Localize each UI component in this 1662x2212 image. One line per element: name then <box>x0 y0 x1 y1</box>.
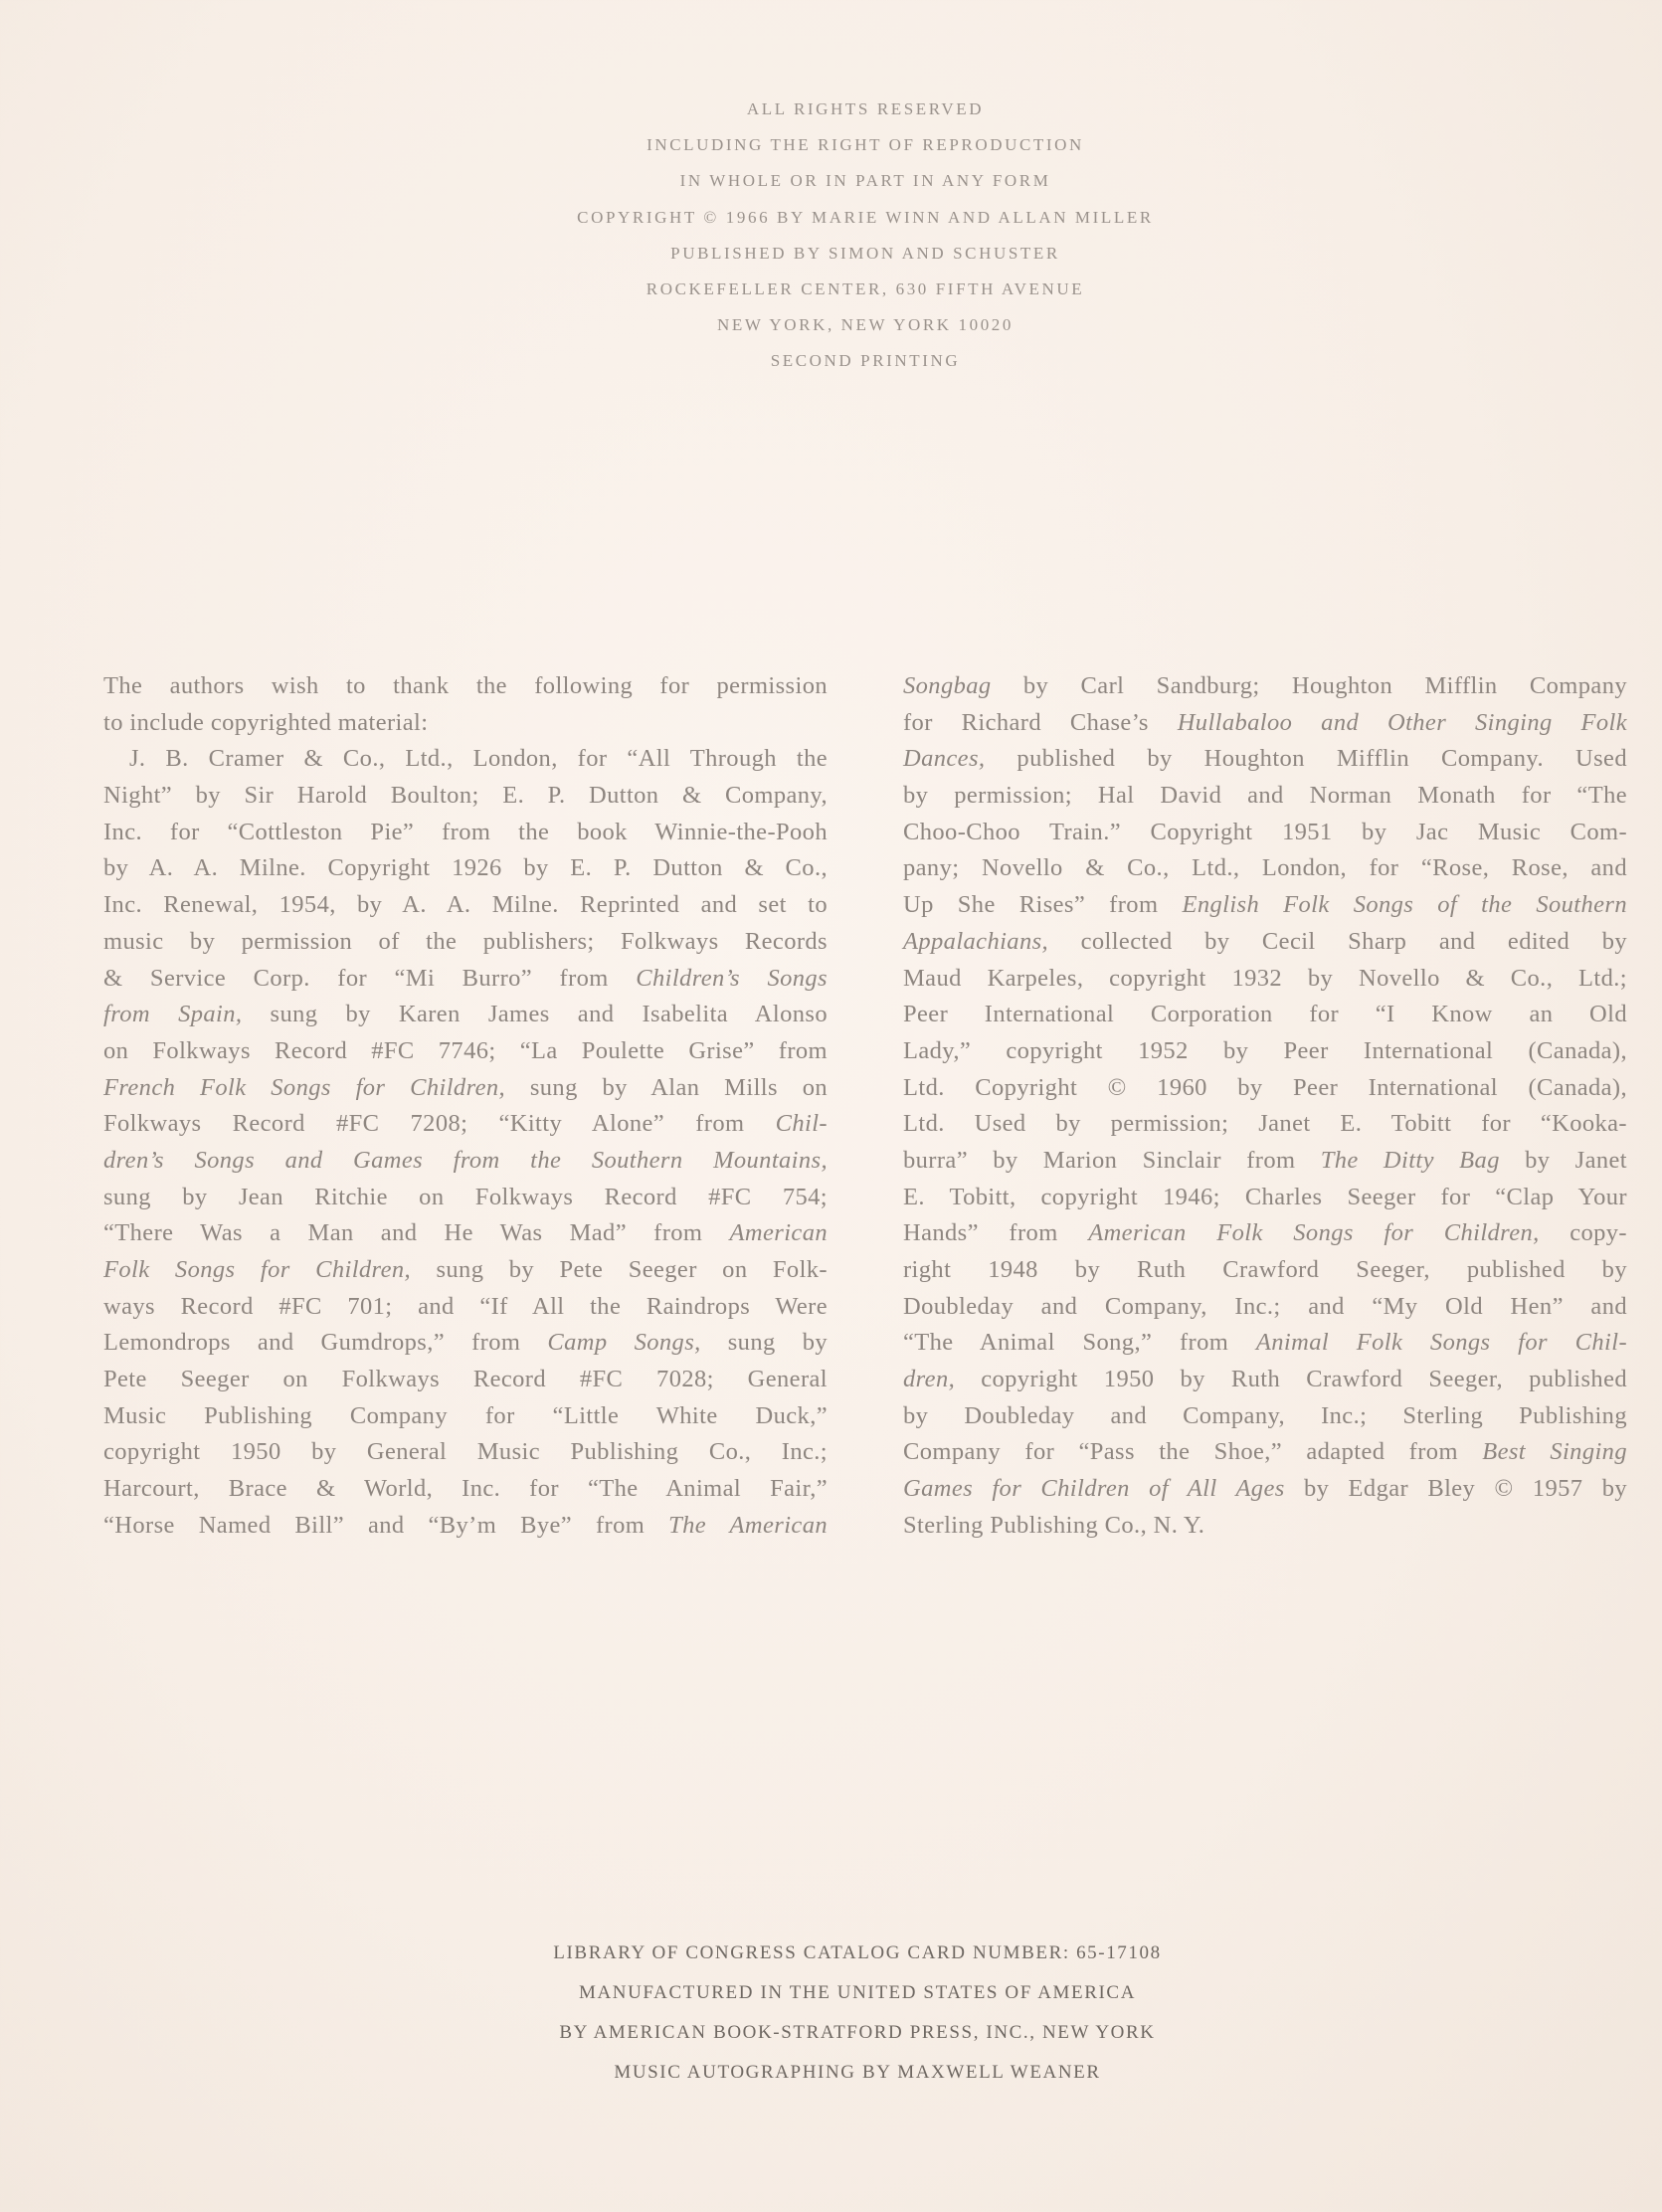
text-segment: Ltd. Copyright © 1960 by Peer International (Canada), <box>903 1073 1627 1101</box>
text-segment: by A. A. Milne. Copyright 1926 by E. P. Dutton & Co., <box>103 854 828 882</box>
italic-title: The Ditty Bag <box>1320 1146 1500 1174</box>
italic-title: Dances, <box>903 745 986 773</box>
text-segment: copyright 1950 by Ruth Crawford Seeger, published <box>955 1366 1627 1393</box>
catalog-line: MANUFACTURED IN THE UNITED STATES OF AMERICA <box>578 1982 1137 2003</box>
text-line <box>103 961 828 998</box>
italic-title: Folk Songs for Children, <box>103 1256 412 1283</box>
text-segment: sung by Karen James and Isabelita Alonso <box>242 1001 828 1028</box>
text-segment: Hands” from <box>903 1219 1089 1247</box>
text-line <box>903 1215 1627 1252</box>
copyright-line: INCLUDING THE RIGHT OF REPRODUCTION <box>646 135 1084 155</box>
copyright-line: ALL RIGHTS RESERVED <box>746 99 985 118</box>
italic-title: Songbag <box>903 672 992 699</box>
text-line <box>903 924 1627 961</box>
text-line <box>103 1180 828 1216</box>
italic-title: from Spain, <box>103 1001 243 1028</box>
text-segment: by permission; Hal David and Norman Monath for “The <box>903 782 1627 810</box>
text-line <box>103 924 828 961</box>
copyright-line: IN WHOLE OR IN PART IN ANY FORM <box>679 171 1051 191</box>
text-line <box>103 1289 828 1326</box>
text-segment: by Edgar Bley © 1957 by <box>1284 1475 1627 1503</box>
text-line <box>903 1180 1627 1216</box>
text-line <box>103 1362 828 1398</box>
catalog-line: LIBRARY OF CONGRESS CATALOG CARD NUMBER: 65-17108 <box>553 1942 1162 1963</box>
copyright-line: COPYRIGHT © 1966 BY MARIE WINN AND ALLAN MILLER <box>577 207 1154 227</box>
text-line <box>903 1252 1627 1289</box>
text-segment: collected by Cecil Sharp and edited by <box>1048 927 1627 955</box>
italic-title: Best Singing <box>1482 1438 1627 1466</box>
text-segment: sung by Pete Seeger on Folk- <box>411 1256 828 1283</box>
text-line <box>103 1508 828 1545</box>
text-line <box>103 887 828 924</box>
italic-title: Games for Children of All Ages <box>903 1475 1285 1503</box>
text-line <box>903 850 1627 887</box>
text-segment: & Service Corp. for “Mi Burro” from <box>103 964 637 992</box>
text-line <box>903 1471 1627 1508</box>
text-segment: Ltd. Used by permission; Janet E. Tobitt for “Kooka- <box>903 1110 1627 1138</box>
italic-title: Appalachians, <box>903 927 1049 955</box>
text-line <box>903 1325 1627 1362</box>
copyright-line: NEW YORK, NEW YORK 10020 <box>716 315 1015 335</box>
text-line <box>103 1398 828 1435</box>
text-line <box>103 778 828 815</box>
text-segment: Folkways Record #FC 7208; “Kitty Alone” from <box>103 1110 776 1138</box>
text-line <box>103 668 828 705</box>
italic-title: The American <box>668 1511 828 1539</box>
acknowledgments-right-column <box>903 668 1627 1545</box>
text-segment: Music Publishing Company for “Little White Duck,” <box>103 1401 828 1429</box>
text-segment: “The Animal Song,” from <box>903 1329 1256 1357</box>
text-segment: sung by <box>700 1329 829 1357</box>
text-line <box>103 1471 828 1508</box>
text-segment: copy- <box>1539 1219 1627 1247</box>
text-line <box>103 1325 828 1362</box>
text-line <box>103 1106 828 1143</box>
italic-title: American Folk Songs for Children, <box>1088 1219 1540 1247</box>
text-segment: music by permission of the publishers; Folkways Records <box>103 927 828 955</box>
copyright-line: SECOND PRINTING <box>770 351 961 371</box>
copyright-line: ROCKEFELLER CENTER, 630 FIFTH AVENUE <box>646 278 1085 298</box>
text-line <box>103 1434 828 1471</box>
text-segment: “Horse Named Bill” and “By’m Bye” from <box>103 1511 669 1539</box>
text-line <box>903 1362 1627 1398</box>
text-line <box>903 778 1627 815</box>
text-line <box>903 887 1627 924</box>
text-line <box>903 1033 1627 1070</box>
italic-title: English Folk Songs of the Southern <box>1182 891 1627 919</box>
text-segment: Doubleday and Company, Inc.; and “My Old Hen” and <box>903 1292 1627 1320</box>
text-segment: right 1948 by Ruth Crawford Seeger, published by <box>903 1256 1627 1283</box>
italic-title: Animal Folk Songs for Chil- <box>1255 1329 1627 1357</box>
text-segment: Maud Karpeles, copyright 1932 by Novello & Co., Ltd.; <box>903 964 1627 992</box>
text-line <box>903 668 1627 705</box>
text-line <box>903 705 1627 742</box>
text-segment: Lemondrops and Gumdrops,” from <box>103 1329 548 1357</box>
text-segment: Up She Rises” from <box>903 891 1183 919</box>
text-line <box>903 1106 1627 1143</box>
italic-title: Children’s Songs <box>636 964 828 992</box>
catalog-line: BY AMERICAN BOOK-STRATFORD PRESS, INC., NEW YORK <box>559 2022 1156 2043</box>
text-segment: ways Record #FC 701; and “If All the Raindrops Were <box>103 1292 828 1320</box>
text-segment: by Carl Sandburg; Houghton Mifflin Company <box>991 672 1627 699</box>
text-line <box>903 815 1627 851</box>
italic-title: dren’s Songs and Games from the Southern Mountains, <box>103 1146 828 1174</box>
text-segment: on Folkways Record #FC 7746; “La Poulette Grise” from <box>103 1036 828 1064</box>
acknowledgments-left-column <box>103 668 828 1545</box>
text-segment: Company for “Pass the Shoe,” adapted from <box>903 1438 1483 1466</box>
text-segment: Pete Seeger on Folkways Record #FC 7028; General <box>103 1366 828 1393</box>
text-segment: sung by Alan Mills on <box>505 1073 828 1101</box>
text-line <box>103 1143 828 1180</box>
text-segment: Inc. Renewal, 1954, by A. A. Milne. Reprinted and set to <box>103 891 828 919</box>
text-segment: Harcourt, Brace & World, Inc. for “The Animal Fair,” <box>103 1475 828 1503</box>
text-line <box>103 741 828 778</box>
text-line <box>903 1434 1627 1471</box>
copyright-line: PUBLISHED BY SIMON AND SCHUSTER <box>670 243 1060 263</box>
text-segment: copyright 1950 by General Music Publishing Co., Inc.; <box>103 1438 828 1466</box>
catalog-line: MUSIC AUTOGRAPHING BY MAXWELL WEANER <box>614 2062 1101 2083</box>
text-segment: “There Was a Man and He Was Mad” from <box>103 1219 730 1247</box>
text-segment: sung by Jean Ritchie on Folkways Record #FC 754; <box>103 1183 828 1210</box>
text-segment: Sterling Publishing Co., N. Y. <box>903 1511 1205 1539</box>
text-segment: Choo-Choo Train.” Copyright 1951 by Jac Music Com- <box>903 818 1627 845</box>
text-segment: burra” by Marion Sinclair from <box>903 1146 1321 1174</box>
italic-title: American <box>729 1219 828 1247</box>
text-line <box>103 997 828 1033</box>
text-segment: to include copyrighted material: <box>103 708 429 736</box>
text-segment: published by Houghton Mifflin Company. Used <box>985 745 1627 773</box>
text-segment: Inc. for “Cottleston Pie” from the book Winnie-the-Pooh <box>103 818 828 845</box>
text-segment: by Doubleday and Company, Inc.; Sterling Publishing <box>903 1401 1627 1429</box>
italic-title: Hullabaloo and Other Singing Folk <box>1177 708 1627 736</box>
text-line <box>903 741 1627 778</box>
text-line <box>103 1033 828 1070</box>
text-line <box>903 1143 1627 1180</box>
text-line <box>103 815 828 851</box>
text-line <box>103 1252 828 1289</box>
italic-title: Camp Songs, <box>547 1329 701 1357</box>
text-line <box>903 1289 1627 1326</box>
italic-title: French Folk Songs for Children, <box>103 1073 506 1101</box>
text-line <box>903 1508 1627 1545</box>
text-line <box>903 961 1627 998</box>
text-line <box>903 1398 1627 1435</box>
text-line <box>903 1070 1627 1107</box>
italic-title: dren, <box>903 1366 956 1393</box>
text-line <box>903 997 1627 1033</box>
text-segment: pany; Novello & Co., Ltd., London, for “Rose, Rose, and <box>903 854 1627 882</box>
text-segment: Night” by Sir Harold Boulton; E. P. Dutton & Company, <box>103 782 828 810</box>
text-line <box>103 1215 828 1252</box>
text-line <box>103 705 828 742</box>
catalog-notice <box>0 1934 1662 2093</box>
italic-title: Chil- <box>775 1110 828 1138</box>
text-segment: Lady,” copyright 1952 by Peer International (Canada), <box>903 1036 1627 1064</box>
copyright-notice <box>0 92 1662 380</box>
text-segment: The authors wish to thank the following for permission <box>103 672 828 699</box>
text-segment: J. B. Cramer & Co., Ltd., London, for “All Through the <box>129 745 828 773</box>
text-line <box>103 1070 828 1107</box>
text-segment: E. Tobitt, copyright 1946; Charles Seeger for “Clap Your <box>903 1183 1627 1210</box>
text-segment: for Richard Chase’s <box>903 708 1178 736</box>
text-segment: by Janet <box>1499 1146 1627 1174</box>
text-segment: Peer International Corporation for “I Know an Old <box>903 1001 1627 1028</box>
text-line <box>103 850 828 887</box>
